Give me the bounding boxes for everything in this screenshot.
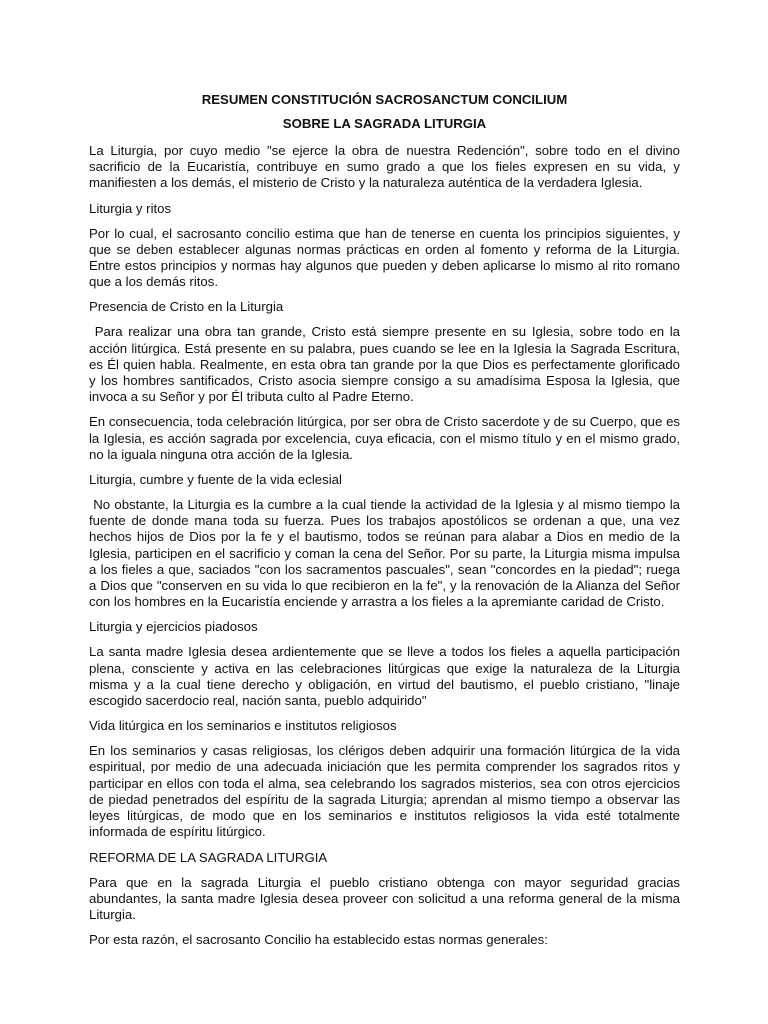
section-heading-presencia-cristo: Presencia de Cristo en la Liturgia <box>89 299 284 315</box>
document-subtitle: SOBRE LA SAGRADA LITURGIA <box>282 116 487 131</box>
paragraph: Para que en la sagrada Liturgia el pueblo cristiano obtenga con mayor seguridad gracias abundantes, la santa madre Iglesia desea proveer con solicitud a una reforma general de la misma Liturgia. <box>89 874 680 922</box>
paragraph: Por lo cual, el sacrosanto concilio estima que han de tenerse en cuenta los principios siguientes, y que se deben establecer algunas normas prácticas en orden al fomento y reforma de la Liturgia. Entre estos principios y normas hay algunos que pueden y deben aplicarse lo mismo al rito romano que a los demás ritos. <box>89 225 680 290</box>
paragraph: En los seminarios y casas religiosas, los clérigos deben adquirir una formación litúrgica de la vida espiritual, por medio de una adecuada iniciación que les permita comprender los sagrados ritos y participar en ellos con toda el alma, sea celebrando los sagrados misterios, sea con otros ejercicios de piedad penetrados del espíritu de la sagrada Liturgia; aprendan al mismo tiempo a observar las leyes litúrgicas, de modo que en los seminarios e institutos religiosos la vida esté totalmente informada de espíritu litúrgico. <box>89 743 680 840</box>
document-title: RESUMEN CONSTITUCIÓN SACROSANCTUM CONCILIUM <box>201 92 568 107</box>
intro-paragraph: La Liturgia, por cuyo medio "se ejerce la obra de nuestra Redención", sobre todo en el divino sacrificio de la Eucaristía, contribuye en sumo grado a que los fieles expresen en su vida, y manifiesten a los demás, el misterio de Cristo y la naturaleza auténtica de la verdadera Iglesia. <box>89 143 680 191</box>
section-heading-liturgia-ritos: Liturgia y ritos <box>89 200 172 216</box>
paragraph: No obstante, la Liturgia es la cumbre a la cual tiende la actividad de la Iglesia y al mismo tiempo la fuente de donde mana toda su fuerza. Pues los trabajos apostólicos se ordenan a que, una vez hechos hijos de Dios por la fe y el bautismo, todos se reúnan para alabar a Dios en medio de la Iglesia, participen en el sacrificio y coman la cena del Señor. Por su parte, la Liturgia misma impulsa a los fieles a que, saciados "con los sacramentos pascuales", sean "concordes en la piedad"; ruega a Dios que "conserven en su vida lo que recibieron en la fe", y la renovación de la Alianza del Señor con los hombres en la Eucaristía enciende y arrastra a los fieles a la apremiante caridad de Cristo. <box>89 497 684 610</box>
section-heading-vida-liturgica: Vida litúrgica en los seminarios e institutos religiosos <box>89 718 397 734</box>
paragraph: En consecuencia, toda celebración litúrgica, por ser obra de Cristo sacerdote y de su Cuerpo, que es la Iglesia, es acción sagrada por excelencia, cuya eficacia, con el mismo título y en el mismo grado, no la iguala ninguna otra acción de la Iglesia. <box>89 414 680 462</box>
section-heading-cumbre-fuente: Liturgia, cumbre y fuente de la vida eclesial <box>89 472 342 488</box>
section-heading-ejercicios-piadosos: Liturgia y ejercicios piadosos <box>89 619 258 635</box>
paragraph: Por esta razón, el sacrosanto Concilio ha establecido estas normas generales: <box>89 932 548 948</box>
section-heading-reforma: REFORMA DE LA SAGRADA LITURGIA <box>89 849 328 865</box>
paragraph: Para realizar una obra tan grande, Cristo está siempre presente en su Iglesia, sobre todo en la acción litúrgica. Está presente en su palabra, pues cuando se lee en la Iglesia la Sagrada Escritura, es Él quien habla. Realmente, en esta obra tan grande por la que Dios es perfectamente glorificado y los hombres santificados, Cristo asocia siempre consigo a su amadísima Esposa la Iglesia, que invoca a su Señor y por Él tributa culto al Padre Eterno. <box>89 324 684 405</box>
paragraph: La santa madre Iglesia desea ardientemente que se lleve a todos los fieles a aquella participación plena, consciente y activa en las celebraciones litúrgicas que exige la naturaleza de la Liturgia misma y a la cual tiene derecho y obligación, en virtud del bautismo, el pueblo cristiano, "linaje escogido sacerdocio real, nación santa, pueblo adquirido" <box>89 644 680 709</box>
